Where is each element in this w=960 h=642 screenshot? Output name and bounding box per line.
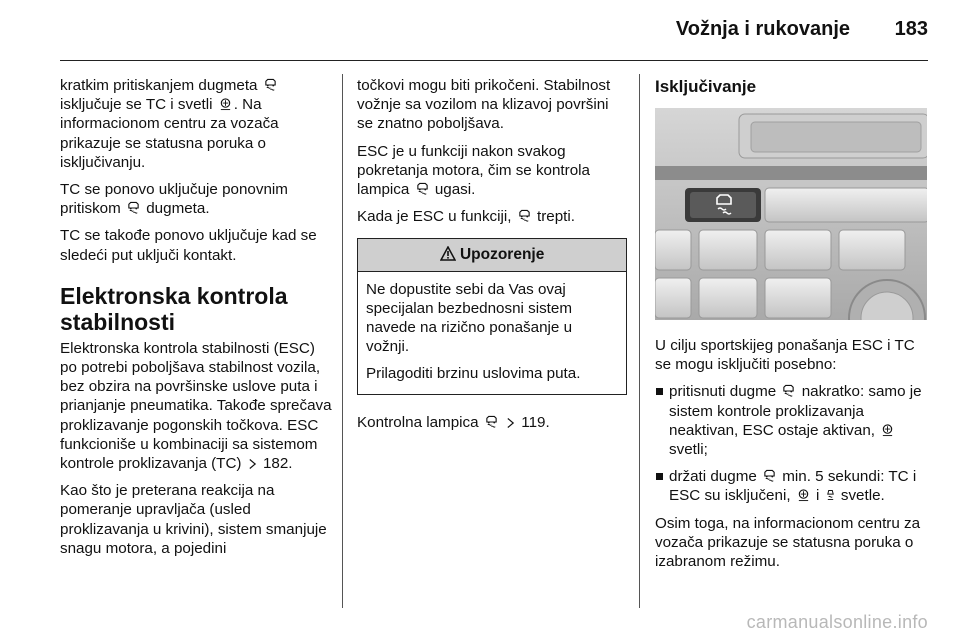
- cross-reference-arrow-icon: [506, 417, 515, 429]
- column-divider: [342, 74, 343, 608]
- paragraph: Ne dopustite sebi da Vas ovaj specijalan bezbednosni sistem navede na rizično ponašanje u vožnji.: [366, 280, 573, 356]
- paragraph: točkovi mogu biti prikočeni. Stabilnost vožnje sa vozilom na klizavoj površini se znatno poboljšava.: [357, 77, 611, 133]
- list-item: pritisnuti dugme nakratko: samo je sistem kontrole proklizavanja neaktivan, ESC ostaje aktivan, svetli;: [655, 382, 927, 459]
- page-reference[interactable]: 182.: [262, 455, 293, 473]
- paragraph: TC se takođe ponovo uključuje kad se sledeći put uključi kontakt.: [60, 227, 317, 264]
- column-middle: [357, 76, 627, 440]
- esc-skid-icon: [518, 209, 531, 223]
- page-reference[interactable]: 119.: [521, 413, 550, 431]
- esc-skid-icon: [485, 415, 498, 429]
- tc-off-icon: [797, 488, 810, 502]
- header-rule: [60, 60, 928, 61]
- watermark: carmanualsonline.info: [746, 612, 928, 632]
- esc-skid-icon: [416, 182, 429, 196]
- esc-skid-icon: [127, 201, 140, 215]
- paragraph: kratkim pritiskanjem dugmeta isključuje se TC i svetli . Na informacionom centru za vozača prikazuje se statusna poruka o isključivanju.: [60, 77, 279, 171]
- paragraph: Kada je ESC u funkciji, trepti.: [357, 208, 575, 226]
- esc-off-icon: [826, 488, 835, 502]
- section-title: Elektronska kontrola stabilnosti: [60, 282, 288, 335]
- paragraph: U cilju sportskijeg ponašanja ESC i TC se mogu isključiti posebno:: [655, 337, 915, 374]
- subsection-title: Isključivanje: [655, 77, 757, 96]
- paragraph: Kao što je preterana reakcija na pomeranje upravljača (usled proklizavanja u krivini), sistem smanjuje snagu motora, a pojedini: [60, 482, 327, 557]
- tc-off-icon: [219, 97, 232, 111]
- column-left: [60, 76, 335, 566]
- warning-triangle-icon: [440, 246, 456, 261]
- esc-skid-icon: [264, 78, 277, 92]
- option-list: [655, 382, 927, 505]
- page-number: 183: [894, 18, 928, 40]
- paragraph: Osim toga, na informacionom centru za vozača prikazuje se statusna poruka o izabranom režimu.: [655, 514, 921, 571]
- dashboard-photo: [655, 108, 927, 320]
- warning-header: [358, 239, 626, 271]
- paragraph: Prilagoditi brzinu uslovima puta.: [366, 365, 581, 383]
- paragraph: Kontrolna lampica 119.: [357, 413, 550, 431]
- cross-reference-arrow-icon: [248, 458, 257, 470]
- paragraph: Elektronska kontrola stabilnosti (ESC) po potrebi poboljšava stabilnost vozila, bez obzira na površinske uslove puta i prianjanje pneumatika. Takođe sprečava proklizavanje pogonskih točkova. ESC funkcioniše u kombinaciji sa sistemom kontrole proklizavanja (TC) 182.: [60, 339, 332, 473]
- warning-box: [357, 238, 627, 394]
- warning-title: Upozorenje: [459, 246, 545, 264]
- paragraph: ESC je u funkciji nakon svakog pokretanja motora, čim se kontrola lampica ugasi.: [357, 142, 590, 199]
- warning-body: [358, 272, 626, 394]
- list-item: držati dugme min. 5 sekundi: TC i ESC su isključeni, i svetle.: [655, 467, 927, 505]
- tc-off-icon: [881, 423, 894, 437]
- paragraph: TC se ponovo uključuje ponovnim pritiskom dugmeta.: [60, 181, 288, 218]
- chapter-title: Vožnja i rukovanje: [675, 18, 850, 40]
- esc-skid-icon: [763, 469, 776, 483]
- column-divider: [639, 74, 640, 608]
- esc-skid-icon: [782, 384, 795, 398]
- esc-button-console-image: [655, 108, 927, 320]
- column-right: [655, 76, 927, 579]
